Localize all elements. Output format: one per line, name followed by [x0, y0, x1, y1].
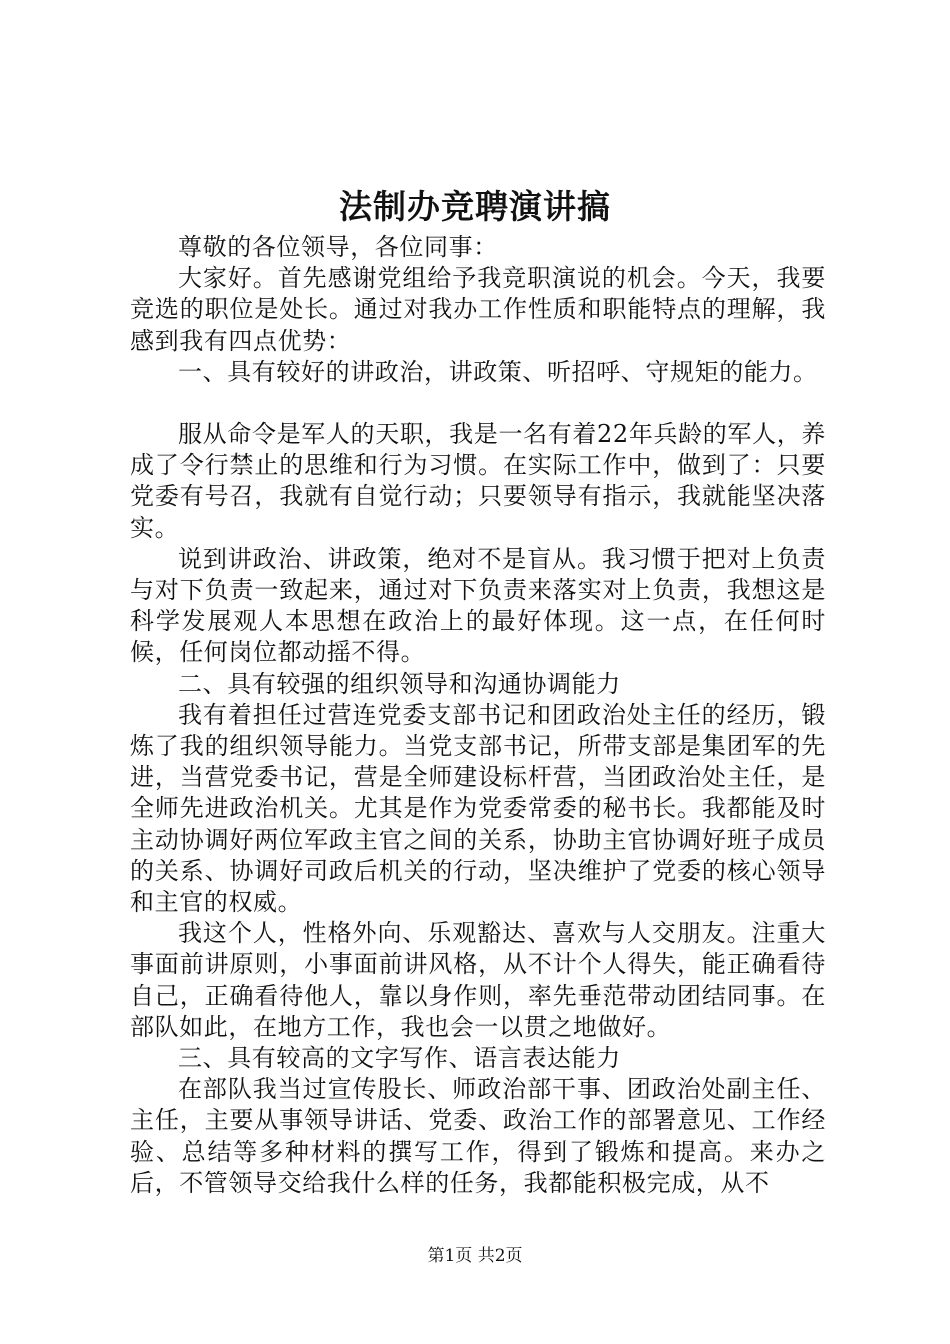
paragraph: 在部队我当过宣传股长、师政治部干事、团政治处副主任、主任，主要从事领导讲话、党委、政治工作的部署意见、工作经验、总结等多种材料的撰写工作，得到了锻炼和提高。来办之后，不管领导交给我什么样的任务，我都能积极完成，从不 [130, 1075, 826, 1197]
document-title: 法制办竞聘演讲搞 [339, 187, 611, 226]
paragraph: 服从命令是军人的天职，我是一名有着22年兵龄的军人，养成了令行禁止的思维和行为习惯。在实际工作中，做到了：只要党委有号召，我就有自觉行动；只要领导有指示，我就能坚决落实。 [130, 420, 826, 542]
paragraph: 说到讲政治、讲政策，绝对不是盲从。我习惯于把对上负责与对下负责一致起来，通过对下负责来落实对上负责，我想这是科学发展观人本思想在政治上的最好体现。这一点，在任何时候，任何岗位都动摇不得。 [130, 544, 826, 667]
section-heading-1: 一、具有较好的讲政治，讲政策、听招呼、守规矩的能力。 [178, 357, 818, 386]
paragraph-greeting: 大家好。首先感谢党组给予我竞职演说的机会。今天，我要竞选的职位是处长。通过对我办工作性质和职能特点的理解，我感到我有四点优势： [130, 264, 826, 355]
page-indicator: 第1页 共2页 [427, 1246, 523, 1266]
section-heading-2: 二、具有较强的组织领导和沟通协调能力 [178, 669, 621, 698]
document-body [130, 232, 826, 1199]
paragraph: 我这个人，性格外向、乐观豁达、喜欢与人交朋友。注重大事面前讲原则，小事面前讲风格，从不计个人得失，能正确看待自己，正确看待他人，靠以身作则，率先垂范带动团结同事。在部队如此，在地方工作，我也会一以贯之地做好。 [130, 919, 826, 1041]
paragraph-salutation: 尊敬的各位领导，各位同事： [178, 233, 498, 261]
section-heading-3: 三、具有较高的文字写作、语言表达能力 [178, 1044, 621, 1073]
paragraph: 我有着担任过营连党委支部书记和团政治处主任的经历，锻炼了我的组织领导能力。当党支部书记，所带支部是集团军的先进，当营党委书记，营是全师建设标杆营，当团政治处主任，是全师先进政治机关。尤其是作为党委常委的秘书长。我都能及时主动协调好两位军政主官之间的关系，协助主官协调好班子成员的关系、协调好司政后机关的行动，坚决维护了党委的核心领导和主官的权威。 [130, 700, 826, 917]
